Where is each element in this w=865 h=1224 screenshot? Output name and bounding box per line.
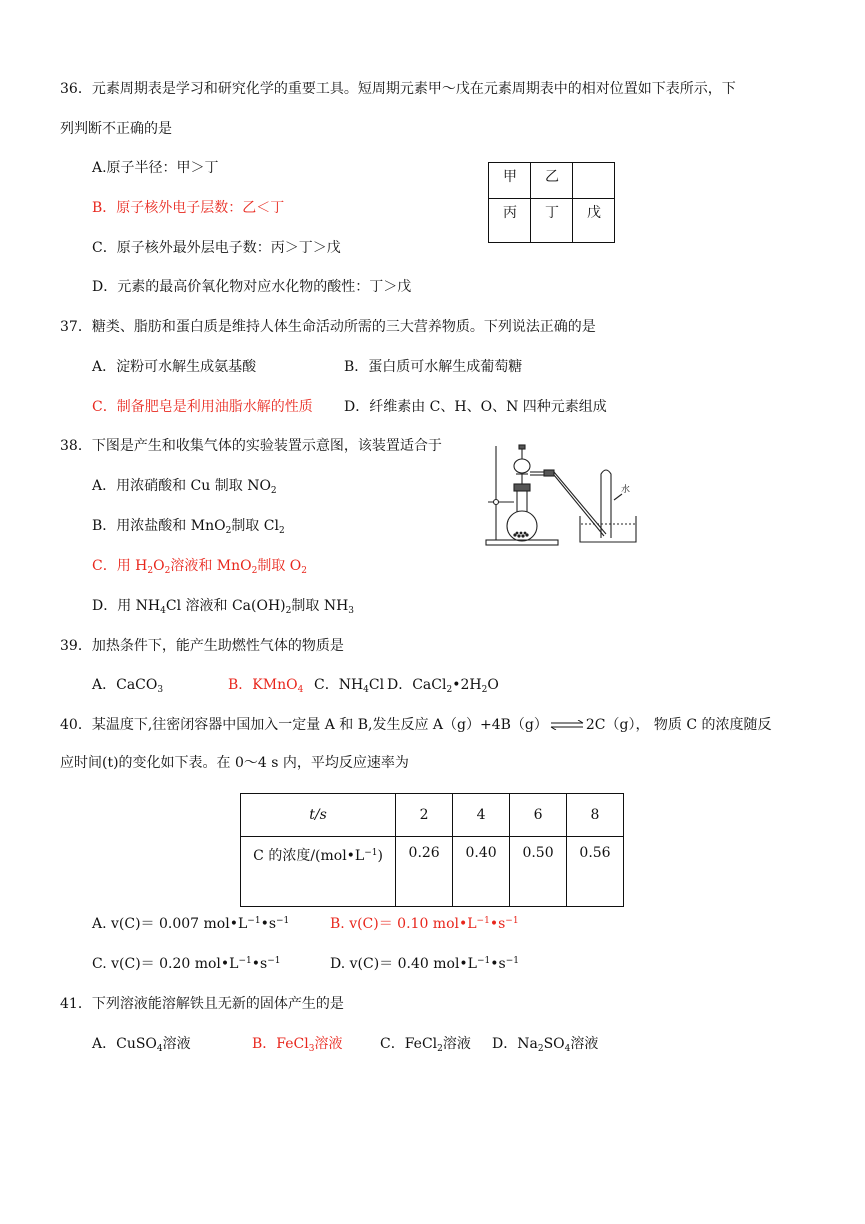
q39-option-d: D．$CaCl_2•2H_2O$ bbox=[387, 677, 499, 695]
q37-stem: 37．糖类、脂肪和蛋白质是维持人体生命活动所需的三大营养物质。下列说法正确的是 bbox=[60, 319, 596, 335]
table-cell: 0.56 bbox=[567, 837, 624, 907]
q36-stem-line1: 36．元素周期表是学习和研究化学的重要工具。短周期元素甲～戊在元素周期表中的相对位置如下表所示，下 bbox=[60, 81, 736, 97]
gas-apparatus-figure bbox=[484, 438, 644, 550]
table-header-cell: 2 bbox=[396, 794, 453, 837]
q41-stem: 41．下列溶液能溶解铁且无新的固体产生的是 bbox=[60, 996, 344, 1012]
q36-stem-line2: 列判断不正确的是 bbox=[60, 121, 172, 137]
q40-option-d: D. v(C)＝ 0.40 $mol•L^{-1}•s^{-1}$ bbox=[330, 956, 519, 972]
table-header-cell: 6 bbox=[510, 794, 567, 837]
cell-bing: 丙 bbox=[489, 199, 531, 243]
q37-option-c: C．制备肥皂是利用油脂水解的性质 bbox=[92, 399, 313, 415]
cell-wu: 戊 bbox=[573, 199, 615, 243]
water-label: 水 bbox=[621, 485, 631, 495]
cell-empty bbox=[573, 163, 615, 199]
equilibrium-arrow-icon bbox=[550, 720, 584, 730]
q37-option-d: D．纤维素由 C、H、O、N 四种元素组成 bbox=[344, 399, 607, 415]
q38-option-d: D．用 $NH_4Cl$ 溶液和 $Ca(OH)_2$制取 $NH_3$ bbox=[92, 598, 355, 616]
table-header-label: t/s bbox=[241, 794, 396, 837]
cell-yi: 乙 bbox=[531, 163, 573, 199]
q41-option-d: D．$Na_2SO_4$溶液 bbox=[492, 1036, 599, 1054]
q39-option-a: A．CaCO$_3$ bbox=[92, 677, 164, 695]
q40-option-a: A. v(C)＝ 0.007 $mol•L^{-1}•s^{-1}$ bbox=[92, 916, 290, 932]
q36-option-b: B．原子核外电子层数：乙＜丁 bbox=[92, 200, 285, 216]
q36-option-a: A.原子半径：甲＞丁 bbox=[92, 160, 219, 176]
q39-stem: 39．加热条件下，能产生助燃性气体的物质是 bbox=[60, 638, 344, 654]
q40-option-b: B. v(C)＝ 0.10 $mol•L^{-1}•s^{-1}$ bbox=[330, 916, 519, 932]
cell-ding: 丁 bbox=[531, 199, 573, 243]
table-header-cell: 4 bbox=[453, 794, 510, 837]
table-cell: 0.26 bbox=[396, 837, 453, 907]
q41-option-c: C．FeCl$_2$溶液 bbox=[380, 1036, 471, 1054]
q38-option-a: A．用浓硝酸和 Cu 制取 $NO_2$ bbox=[92, 478, 277, 496]
table-header-cell: 8 bbox=[567, 794, 624, 837]
q41-option-a: A．CuSO$_4$溶液 bbox=[92, 1036, 191, 1054]
q37-option-a: A．淀粉可水解生成氨基酸 bbox=[92, 359, 257, 375]
table-row-label: C 的浓度$/(mol•L^{-1})$ bbox=[241, 837, 396, 907]
q41-option-b: B．FeCl$_3$溶液 bbox=[252, 1036, 343, 1054]
periodic-position-table bbox=[488, 162, 615, 243]
table-cell: 0.50 bbox=[510, 837, 567, 907]
q38-option-b: B．用浓盐酸和 MnO$_2$制取 $Cl_2$ bbox=[92, 518, 285, 536]
table-cell: 0.40 bbox=[453, 837, 510, 907]
q40-stem-line1: 40．某温度下,往密闭容器中国加入一定量 A 和 B,发生反应 A（g）+4B（g） 2C（g）， 物质 C 的浓度随反 bbox=[60, 717, 772, 733]
q39-option-b: B．KMnO$_4$ bbox=[228, 677, 304, 695]
cell-jia: 甲 bbox=[489, 163, 531, 199]
q36-option-d: D．元素的最高价氧化物对应水化物的酸性：丁＞戊 bbox=[92, 279, 412, 295]
q38-option-c: C．用 $H_2O_2$溶液和 MnO$_2$制取 $O_2$ bbox=[92, 558, 308, 576]
q40-stem-line2: 应时间(t)的变化如下表。在 0～4 s 内，平均反应速率为 bbox=[60, 755, 409, 771]
q37-option-b: B．蛋白质可水解生成葡萄糖 bbox=[344, 359, 523, 375]
q38-stem: 38．下图是产生和收集气体的实验装置示意图，该装置适合于 bbox=[60, 438, 442, 454]
q39-option-c: C．$NH_4Cl$ bbox=[314, 677, 385, 695]
concentration-table bbox=[240, 793, 624, 907]
q36-option-c: C．原子核外最外层电子数：丙＞丁＞戊 bbox=[92, 240, 341, 256]
q40-option-c: C. v(C)＝ 0.20 $mol•L^{-1}•s^{-1}$ bbox=[92, 956, 281, 972]
